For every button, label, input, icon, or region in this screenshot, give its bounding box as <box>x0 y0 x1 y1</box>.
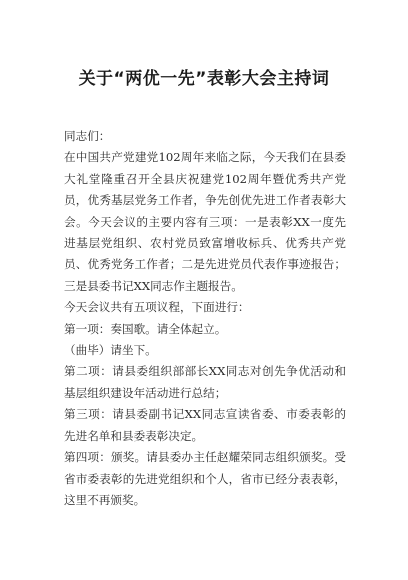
document-body <box>64 126 346 511</box>
paragraph-salutation: 同志们： <box>64 129 111 143</box>
paragraph-introduction: 在中国共产党建党102周年来临之际，今天我们在县委大礼堂隆重召开全县庆祝建党102周年暨优秀共产党员，优秀基层党务工作者，争先创优先进工作者表彰大会。今天会议的主要内容有三项：一是表彰XX一度先进基层党组织、农村党员致富增收标兵、优秀共产党员、优秀党务工作者；二是先进党员代表作事迹报告；三是县委书记XX同志作主题报告。 <box>64 150 346 293</box>
paragraph-agenda-intro: 今天会议共有五项议程，下面进行： <box>64 300 250 315</box>
paragraph-after-anthem: （曲毕）请坐下。 <box>64 343 157 358</box>
paragraph-item-3: 第三项：请县委副书记XX同志宣读省委、市委表彰的先进名单和县委表彰决定。 <box>64 407 346 443</box>
paragraph-item-1: 第一项：奏国歌。请全体起立。 <box>64 321 227 336</box>
paragraph-item-4: 第四项：颁奖。请县委办主任赵耀荣同志组织颁奖。受省市委表彰的先进党组织和个人，省市已经分表表彰，这里不再颁奖。 <box>64 450 346 507</box>
paragraph-item-2: 第二项：请县委组织部部长XX同志对创先争优活动和基层组织建设年活动进行总结； <box>64 364 346 400</box>
document-title: 关于“两优一先”表彰大会主持词 <box>78 69 330 89</box>
